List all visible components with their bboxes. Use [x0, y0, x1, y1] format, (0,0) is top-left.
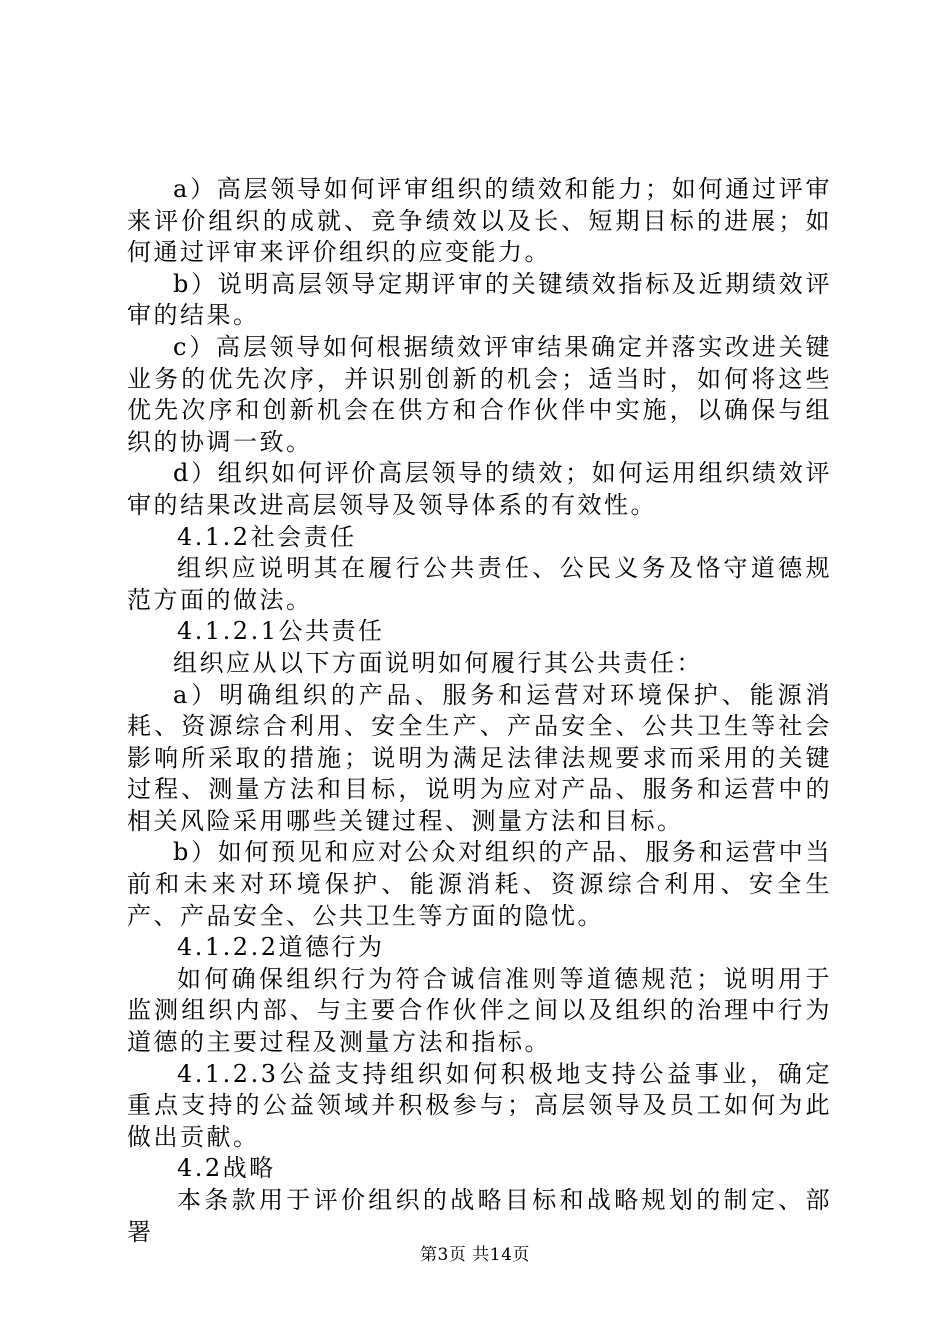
heading-ethical-behavior: 4.1.2.2道德行为	[177, 933, 385, 962]
paragraph-strategy-intro: 本条款用于评价组织的战略目标和战略规划的制定、部署	[127, 1186, 832, 1246]
paragraph-public-responsibility-intro: 组织应从以下方面说明如何履行其公共责任：	[173, 648, 703, 677]
paragraph-social-impact-measures: a）明确组织的产品、服务和运营对环境保护、能源消耗、资源综合利用、安全生产、产品安全、公共卫生等社会影响所采取的措施；说明为满足法律法规要求而采用的关键过程、测量方法和目标，说明为应对产品、服务和运营中的相关风险采用哪些关键过程、测量方法和目标。	[127, 680, 832, 835]
paragraph-public-welfare-support: 4.1.2.3公益支持组织如何积极地支持公益事业，确定重点支持的公益领域并积极参与；高层领导及员工如何为此做出贡献。	[127, 1059, 832, 1151]
paragraph-social-responsibility-intro: 组织应说明其在履行公共责任、公民义务及恪守道德规范方面的做法。	[127, 554, 832, 614]
paragraph-key-indicators: b）说明高层领导定期评审的关键绩效指标及近期绩效评审的结果。	[127, 269, 832, 330]
paragraph-improvement-priorities: c）高层领导如何根据绩效评审结果确定并落实改进关键业务的优先次序，并识别创新的机会；适当时，如何将这些优先次序和创新机会在供方和合作伙伴中实施，以确保与组织的协调一致。	[127, 332, 832, 456]
heading-strategy: 4.2战略	[177, 1154, 276, 1183]
paragraph-public-concerns: b）如何预见和应对公众对组织的产品、服务和运营中当前和未来对环境保护、能源消耗、资源综合利用、安全生产、产品安全、公共卫生等方面的隐忧。	[127, 838, 832, 930]
heading-social-responsibility: 4.1.2社会责任	[177, 522, 357, 551]
paragraph-ethical-behavior: 如何确保组织行为符合诚信准则等道德规范；说明用于监测组织内部、与主要合作伙伴之间以及组织的治理中行为道德的主要过程及测量方法和指标。	[127, 964, 832, 1057]
page-number-footer: 第3页 共14页	[420, 1245, 530, 1265]
paragraph-review-performance: a）高层领导如何评审组织的绩效和能力；如何通过评审来评价组织的成就、竞争绩效以及长、短期目标的进展；如何通过评审来评价组织的应变能力。	[127, 175, 832, 267]
paragraph-leader-evaluation: d）组织如何评价高层领导的绩效；如何运用组织绩效评审的结果改进高层领导及领导体系的有效性。	[127, 459, 832, 519]
document-body	[127, 174, 832, 1248]
heading-public-responsibility: 4.1.2.1公共责任	[177, 617, 385, 646]
